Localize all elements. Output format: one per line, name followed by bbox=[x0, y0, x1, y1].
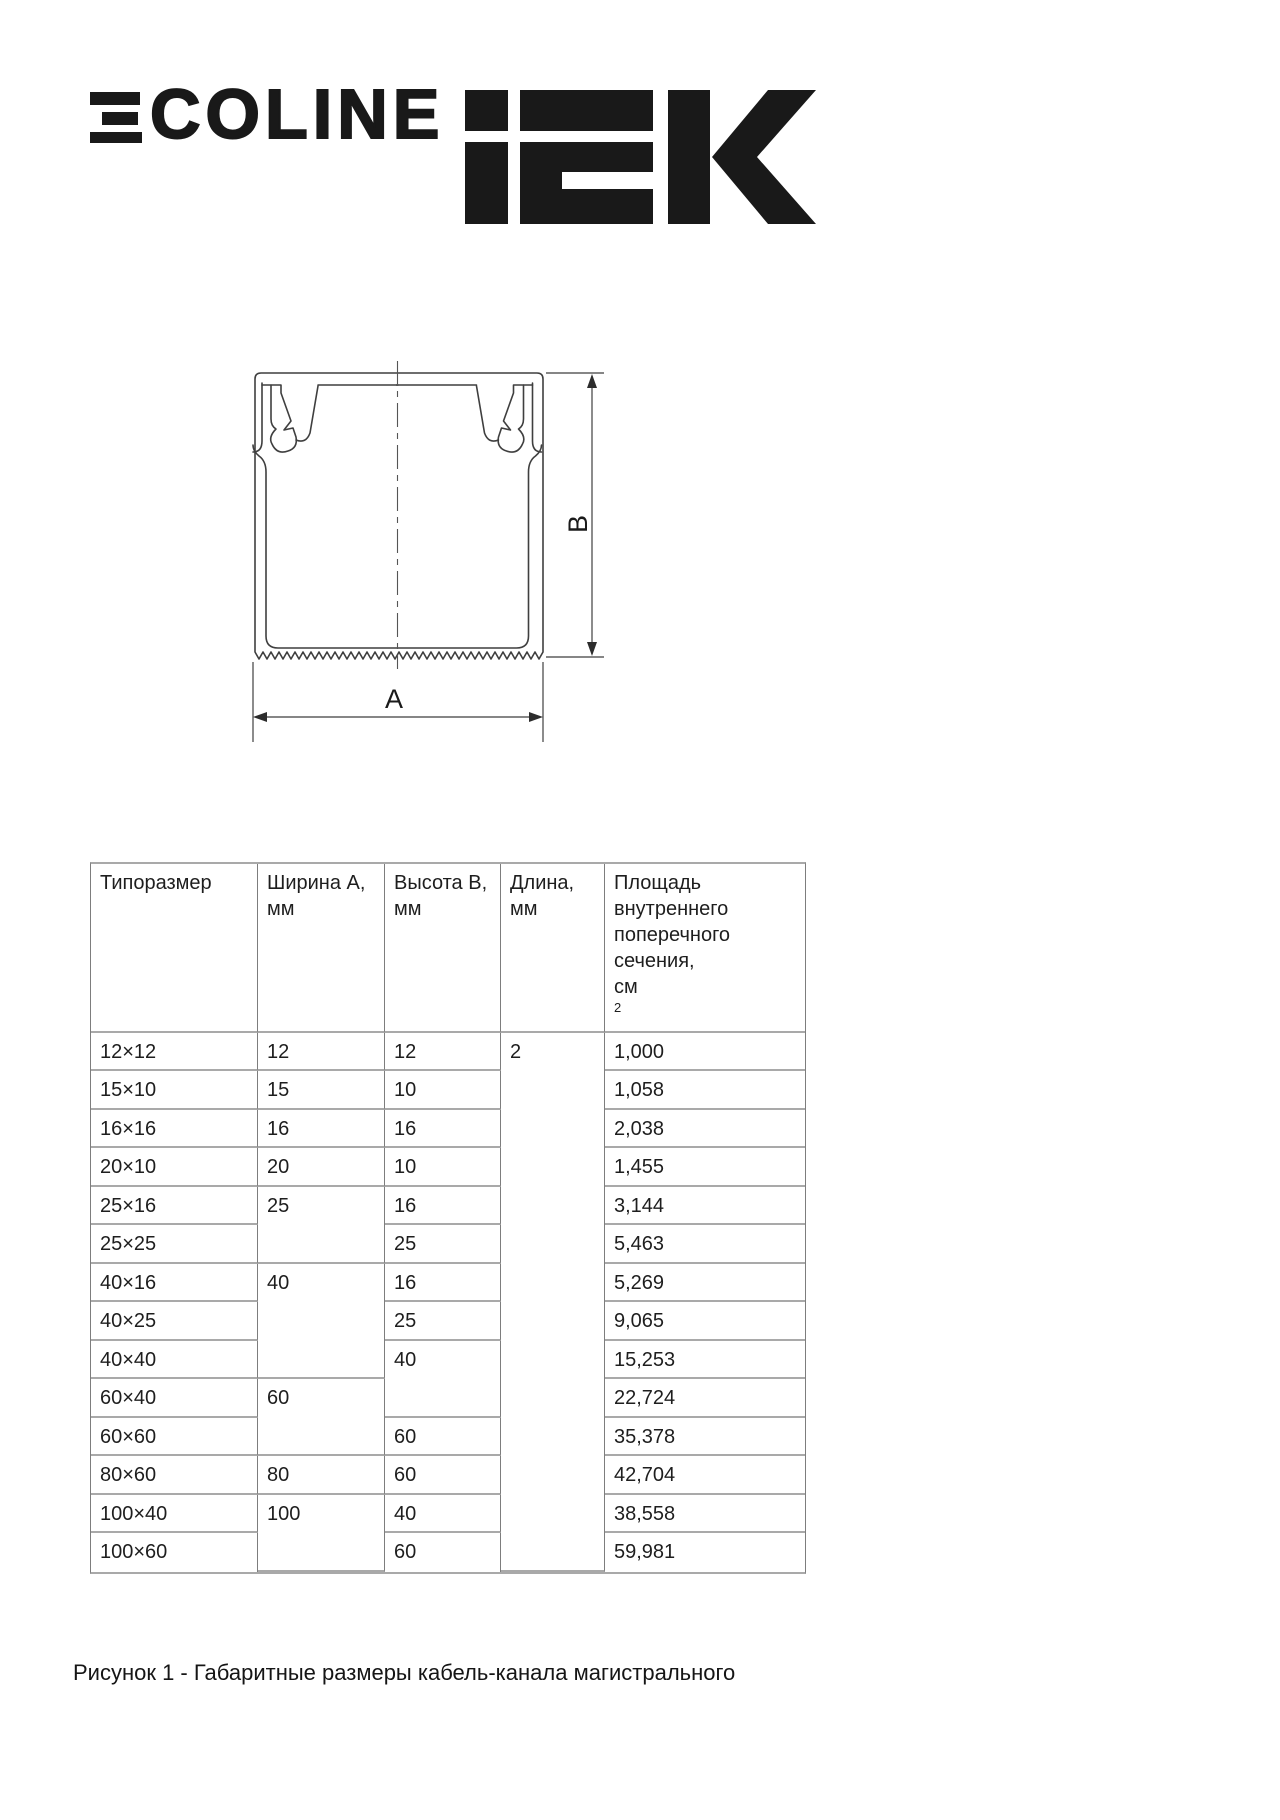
cell-height: 10 bbox=[385, 1148, 501, 1187]
cell-area: 22,724 bbox=[605, 1379, 805, 1418]
table-row bbox=[91, 1033, 805, 1072]
cell-size: 100×60 bbox=[91, 1533, 258, 1572]
dimension-width-a bbox=[253, 662, 543, 742]
dimension-height-b bbox=[546, 373, 604, 657]
table-row bbox=[91, 1495, 805, 1534]
cell-size: 60×60 bbox=[91, 1418, 258, 1457]
cell-size: 16×16 bbox=[91, 1110, 258, 1149]
cell-size: 100×40 bbox=[91, 1495, 258, 1534]
cell-area: 1,000 bbox=[605, 1033, 805, 1072]
cell-height: 25 bbox=[385, 1225, 501, 1264]
col-header-length: Длина, мм bbox=[501, 864, 605, 1033]
cell-area: 9,065 bbox=[605, 1302, 805, 1341]
cell-width: 20 bbox=[258, 1148, 385, 1187]
table-row bbox=[91, 1264, 805, 1303]
col-header-height: Высота В, мм bbox=[385, 864, 501, 1033]
cell-size: 40×25 bbox=[91, 1302, 258, 1341]
table-row bbox=[91, 1071, 805, 1110]
dimensions-table bbox=[90, 862, 806, 1574]
channel-profile-outline bbox=[255, 373, 543, 659]
table-row bbox=[91, 1110, 805, 1149]
cell-height: 40 bbox=[385, 1341, 501, 1418]
cell-width: 100 bbox=[258, 1495, 385, 1572]
ecoline-logo-e-icon bbox=[90, 92, 142, 143]
table-row bbox=[91, 1533, 805, 1572]
cell-width: 15 bbox=[258, 1071, 385, 1110]
cell-area: 5,463 bbox=[605, 1225, 805, 1264]
cell-area: 1,058 bbox=[605, 1071, 805, 1110]
col-header-area: Площадь внутреннего поперечного сечения, см $^2$ bbox=[605, 864, 805, 1033]
iek-e-body bbox=[520, 142, 653, 224]
cell-height: 16 bbox=[385, 1187, 501, 1226]
logo-bar bbox=[90, 132, 142, 143]
cell-height: 16 bbox=[385, 1264, 501, 1303]
cell-length: 2 bbox=[501, 1033, 605, 1572]
cell-height: 60 bbox=[385, 1418, 501, 1457]
cell-area: 5,269 bbox=[605, 1264, 805, 1303]
table-row bbox=[91, 1148, 805, 1187]
table-row bbox=[91, 1456, 805, 1495]
cell-width: 80 bbox=[258, 1456, 385, 1495]
cell-size: 60×40 bbox=[91, 1379, 258, 1418]
cell-size: 12×12 bbox=[91, 1033, 258, 1072]
cell-area: 3,144 bbox=[605, 1187, 805, 1226]
cell-height: 10 bbox=[385, 1071, 501, 1110]
cell-size: 40×40 bbox=[91, 1341, 258, 1380]
iek-e-top bbox=[520, 90, 653, 131]
cell-width: 25 bbox=[258, 1187, 385, 1264]
cell-area: 59,981 bbox=[614, 1541, 676, 1564]
table-row bbox=[91, 1418, 805, 1457]
channel-clip-lip bbox=[296, 386, 318, 441]
cell-size: 80×60 bbox=[91, 1456, 258, 1495]
iek-k-arms bbox=[712, 90, 816, 224]
table-row bbox=[91, 1187, 805, 1226]
cell-area: 1,455 bbox=[605, 1148, 805, 1187]
cell-height: 40 bbox=[385, 1495, 501, 1534]
ecoline-logo-text: COLINE bbox=[150, 75, 445, 153]
cell-area: 2,038 bbox=[605, 1110, 805, 1149]
channel-clip-finger bbox=[271, 385, 297, 452]
iek-i-stem bbox=[465, 142, 508, 224]
cable-channel-figure bbox=[245, 355, 620, 748]
cell-height: 60 bbox=[385, 1533, 501, 1572]
cell-width: 12 bbox=[258, 1033, 385, 1072]
table-row bbox=[91, 1225, 805, 1264]
logo-bar bbox=[102, 112, 138, 125]
cell-width: 16 bbox=[258, 1110, 385, 1149]
cell-height: 60 bbox=[385, 1456, 501, 1495]
cell-height: 25 bbox=[385, 1302, 501, 1341]
cell-width: 40 bbox=[258, 1264, 385, 1380]
table-row bbox=[91, 1341, 805, 1380]
cell-size: 15×10 bbox=[91, 1071, 258, 1110]
cell-height: 16 bbox=[385, 1110, 501, 1149]
cell-area: 15,253 bbox=[605, 1341, 805, 1380]
cell-size: 25×25 bbox=[91, 1225, 258, 1264]
cell-height: 12 bbox=[385, 1033, 501, 1072]
cell-area: 42,704 bbox=[605, 1456, 805, 1495]
cell-size: 40×16 bbox=[91, 1264, 258, 1303]
dimension-label-a: A bbox=[384, 684, 404, 714]
iek-k-stem bbox=[668, 90, 710, 224]
col-header-width: Ширина А, мм bbox=[258, 864, 385, 1033]
cell-area: 38,558 bbox=[605, 1495, 805, 1534]
dimension-label-b: B bbox=[563, 514, 593, 534]
cell-size: 20×10 bbox=[91, 1148, 258, 1187]
col-header-size: Типоразмер bbox=[91, 864, 258, 1033]
cell-width: 60 bbox=[258, 1379, 385, 1456]
logo-bar bbox=[90, 92, 140, 105]
cell-size: 25×16 bbox=[91, 1187, 258, 1226]
table-header-row bbox=[91, 864, 805, 1033]
iek-logo-icon bbox=[465, 90, 817, 225]
iek-i-dot bbox=[465, 90, 508, 131]
cell-area: 35,378 bbox=[605, 1418, 805, 1457]
channel-inner-wall bbox=[253, 445, 397, 648]
figure-caption: Рисунок 1 - Габаритные размеры кабель-канала магистрального bbox=[73, 1660, 736, 1685]
table-row bbox=[91, 1302, 805, 1341]
